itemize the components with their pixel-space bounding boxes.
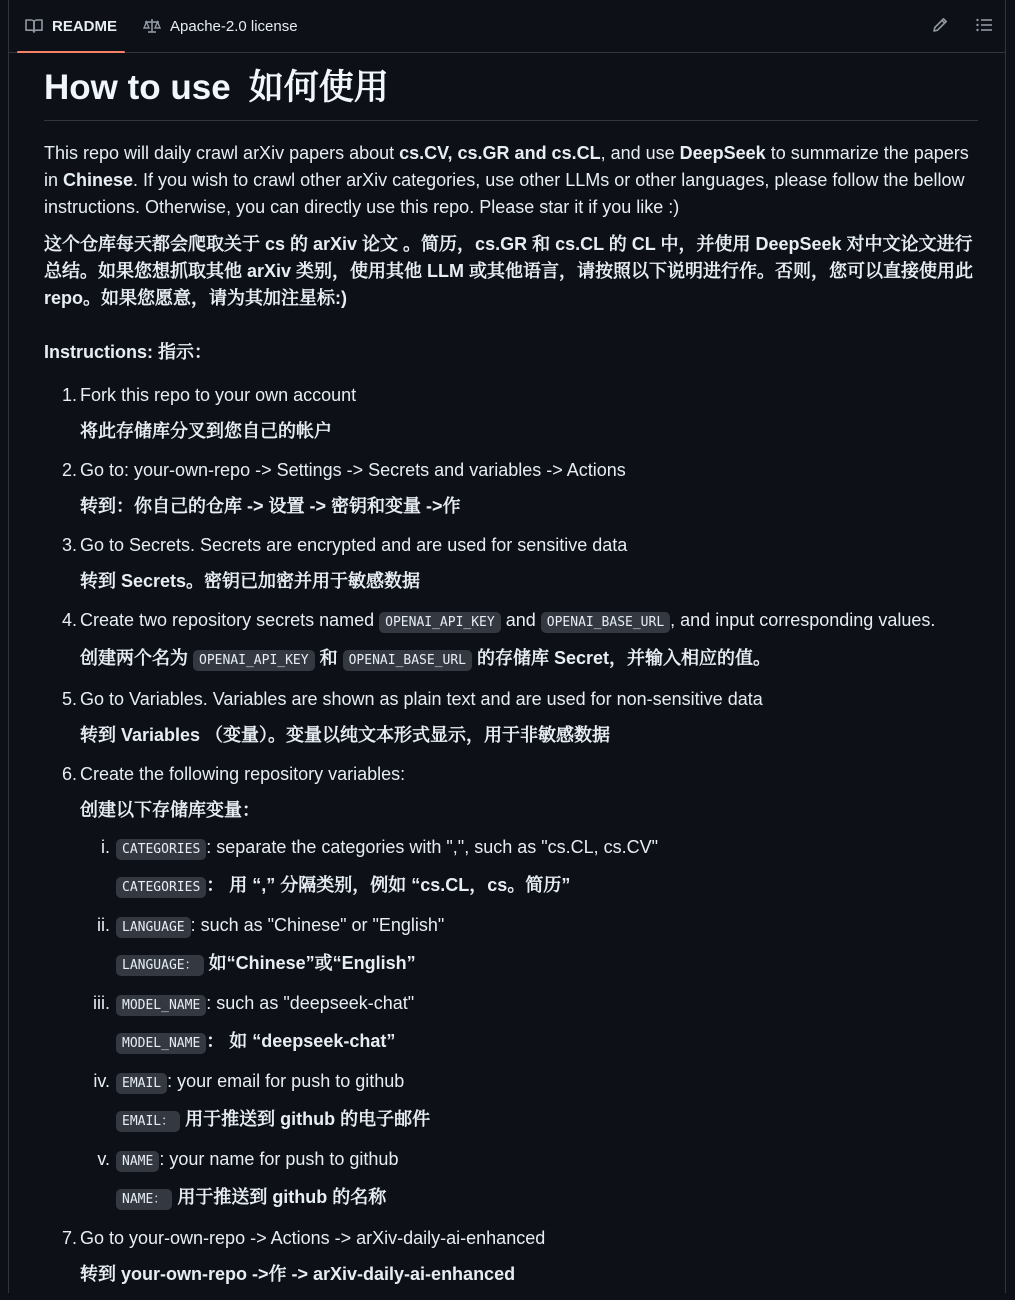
variable-text-zh — [116, 1184, 978, 1213]
step-text-zh: 转到 Secrets。密钥已加密并用于敏感数据 — [80, 571, 421, 591]
tab-license[interactable] — [143, 0, 298, 52]
list-item — [44, 607, 978, 674]
step-text: 的存储库 Secret，并输入相应的值。 — [472, 648, 772, 668]
list-item — [44, 532, 978, 595]
step-text-en: Fork this repo to your own account — [80, 385, 357, 405]
variable-item — [80, 990, 978, 1057]
variable-text-zh — [116, 950, 978, 979]
intro-text: This repo will daily crawl arXiv papers about — [44, 143, 400, 163]
variable-text-zh — [116, 872, 978, 901]
step-text: Create two repository secrets named — [80, 610, 380, 630]
step-number: 4. — [62, 610, 78, 630]
variable-text-en — [116, 912, 978, 941]
title-zh: 如何使用 — [248, 68, 389, 107]
variable-text-en — [116, 990, 978, 1019]
step-text-en — [80, 607, 978, 636]
step-text-zh: 转到：你自己的仓库 -> 设置 -> 密钥和变量 ->作 — [80, 496, 461, 516]
code-model-name: MODEL_NAME — [116, 995, 206, 1016]
variable-text-en — [116, 1068, 978, 1097]
step-text: and — [500, 610, 541, 630]
step-number: 3. — [62, 535, 78, 555]
list-item — [44, 1225, 978, 1288]
step-text-zh: 转到 Variables （变量）。变量以纯文本形式显示，用于非敏感数据 — [80, 725, 611, 745]
intro-text: . If you wish to crawl other arXiv categories, use other LLMs or other languages, please follow the bellow instructions. Otherwise, you can directly use this repo. Please star it if you like :) — [44, 170, 965, 217]
page-title — [44, 60, 978, 121]
law-icon — [143, 18, 161, 34]
step-text: , and input corresponding values. — [670, 610, 936, 630]
variable-text: : your name for push to github — [159, 1149, 399, 1169]
code-name: NAME — [116, 1151, 159, 1172]
variable-text: 用于推送到 github 的电子邮件 — [180, 1109, 431, 1129]
variable-number: v. — [97, 1149, 110, 1169]
variable-text: ： 用 “,” 分隔类别，例如 “cs.CL，cs。简历” — [206, 875, 571, 895]
tab-license-label: Apache-2.0 license — [170, 17, 298, 35]
tab-readme[interactable] — [25, 0, 117, 52]
step-text-en: Go to Variables. Variables are shown as plain text and are used for non-sensitive data — [80, 689, 763, 709]
intro-text: to summarize the papers in — [44, 143, 969, 190]
code-categories: CATEGORIES — [116, 839, 206, 860]
variable-text: : your email for push to github — [167, 1071, 405, 1091]
step-text-en: Go to: your-own-repo -> Settings -> Secrets and variables -> Actions — [80, 460, 626, 480]
step-number: 7. — [62, 1228, 78, 1248]
title-en: How to use — [44, 68, 231, 107]
code-openai-base-url: OPENAI_BASE_URL — [343, 650, 472, 671]
variable-item — [80, 1146, 978, 1213]
variable-item — [80, 1068, 978, 1135]
step-text-en: Create the following repository variables: — [80, 764, 406, 784]
variable-number: iii. — [93, 993, 110, 1013]
step-number: 5. — [62, 689, 78, 709]
list-item — [44, 686, 978, 749]
code-categories: CATEGORIES — [116, 877, 206, 898]
variable-number: iv. — [93, 1071, 110, 1091]
step-number: 6. — [62, 764, 78, 784]
readme-content — [44, 60, 978, 1300]
variables-list — [80, 834, 978, 1213]
variable-item — [80, 912, 978, 979]
list-icon — [975, 16, 993, 34]
variable-text-zh — [116, 1106, 978, 1135]
step-number: 2. — [62, 460, 78, 480]
variable-text: 用于推送到 github 的名称 — [172, 1187, 387, 1207]
step-number: 1. — [62, 385, 78, 405]
code-model-name: MODEL_NAME — [116, 1033, 206, 1054]
variable-number: ii. — [97, 915, 110, 935]
step-text: 创建两个名为 — [80, 648, 194, 668]
code-name: NAME： — [116, 1189, 172, 1210]
variable-text-zh — [116, 1028, 978, 1057]
intro-bold-categories: cs.CV, cs.GR and cs.CL — [399, 143, 601, 163]
intro-text: , and use — [600, 143, 680, 163]
instructions-heading: Instructions: 指示： — [44, 342, 213, 362]
code-openai-api-key: OPENAI_API_KEY — [379, 612, 501, 633]
code-openai-base-url: OPENAI_BASE_URL — [541, 612, 670, 633]
code-language: LANGUAGE — [116, 917, 191, 938]
book-icon — [25, 18, 43, 34]
list-item — [44, 382, 978, 445]
intro-paragraph-zh: 这个仓库每天都会爬取关于 cs 的 arXiv 论文 。简历，cs.GR 和 cs.CL 的 CL 中，并使用 DeepSeek 对中文论文进行总结。如果您想抓取其他 arXiv 类别，使用其他 LLM 或其他语言，请按照以下说明进行作。否则，您可以直接使用此 repo。如果您愿意，请为其加注星标:) — [44, 234, 974, 308]
readme-tab-bar — [9, 0, 1005, 53]
variable-item — [80, 834, 978, 901]
intro-bold-model: DeepSeek — [679, 143, 766, 163]
variable-text: : such as "Chinese" or "English" — [190, 915, 445, 935]
intro-bold-language: Chinese — [63, 170, 134, 190]
tab-readme-label: README — [52, 17, 118, 35]
variable-text: 如“Chinese”或“English” — [203, 953, 416, 973]
variable-text: ： 如 “deepseek-chat” — [206, 1031, 396, 1051]
code-email: EMAIL： — [116, 1111, 180, 1132]
edit-button[interactable] — [931, 16, 951, 36]
list-item — [44, 457, 978, 520]
step-text-zh: 将此存储库分叉到您自己的帐户 — [80, 421, 332, 441]
outline-button[interactable] — [975, 16, 995, 36]
intro-paragraph-en — [44, 140, 978, 221]
step-text-en: Go to Secrets. Secrets are encrypted and are used for sensitive data — [80, 535, 628, 555]
step-text-en: Go to your-own-repo -> Actions -> arXiv-daily-ai-enhanced — [80, 1228, 546, 1248]
list-item — [44, 761, 978, 1213]
readme-panel — [8, 0, 1006, 1293]
step-text-zh: 创建以下存储库变量： — [80, 800, 260, 820]
pencil-icon — [931, 16, 949, 34]
variable-text-en — [116, 834, 978, 863]
variable-text: : such as "deepseek-chat" — [206, 993, 415, 1013]
step-text: 和 — [314, 648, 343, 668]
code-openai-api-key: OPENAI_API_KEY — [193, 650, 315, 671]
step-text-zh: 转到 your-own-repo ->作 -> arXiv-daily-ai-enhanced — [80, 1264, 516, 1284]
steps-list — [44, 382, 978, 1288]
step-text-zh — [80, 645, 978, 674]
variable-number: i. — [101, 837, 110, 857]
code-language: LANGUAGE： — [116, 955, 204, 976]
variable-text-en — [116, 1146, 978, 1175]
variable-text: : separate the categories with ",", such as "cs.CL, cs.CV" — [206, 837, 659, 857]
code-email: EMAIL — [116, 1073, 167, 1094]
